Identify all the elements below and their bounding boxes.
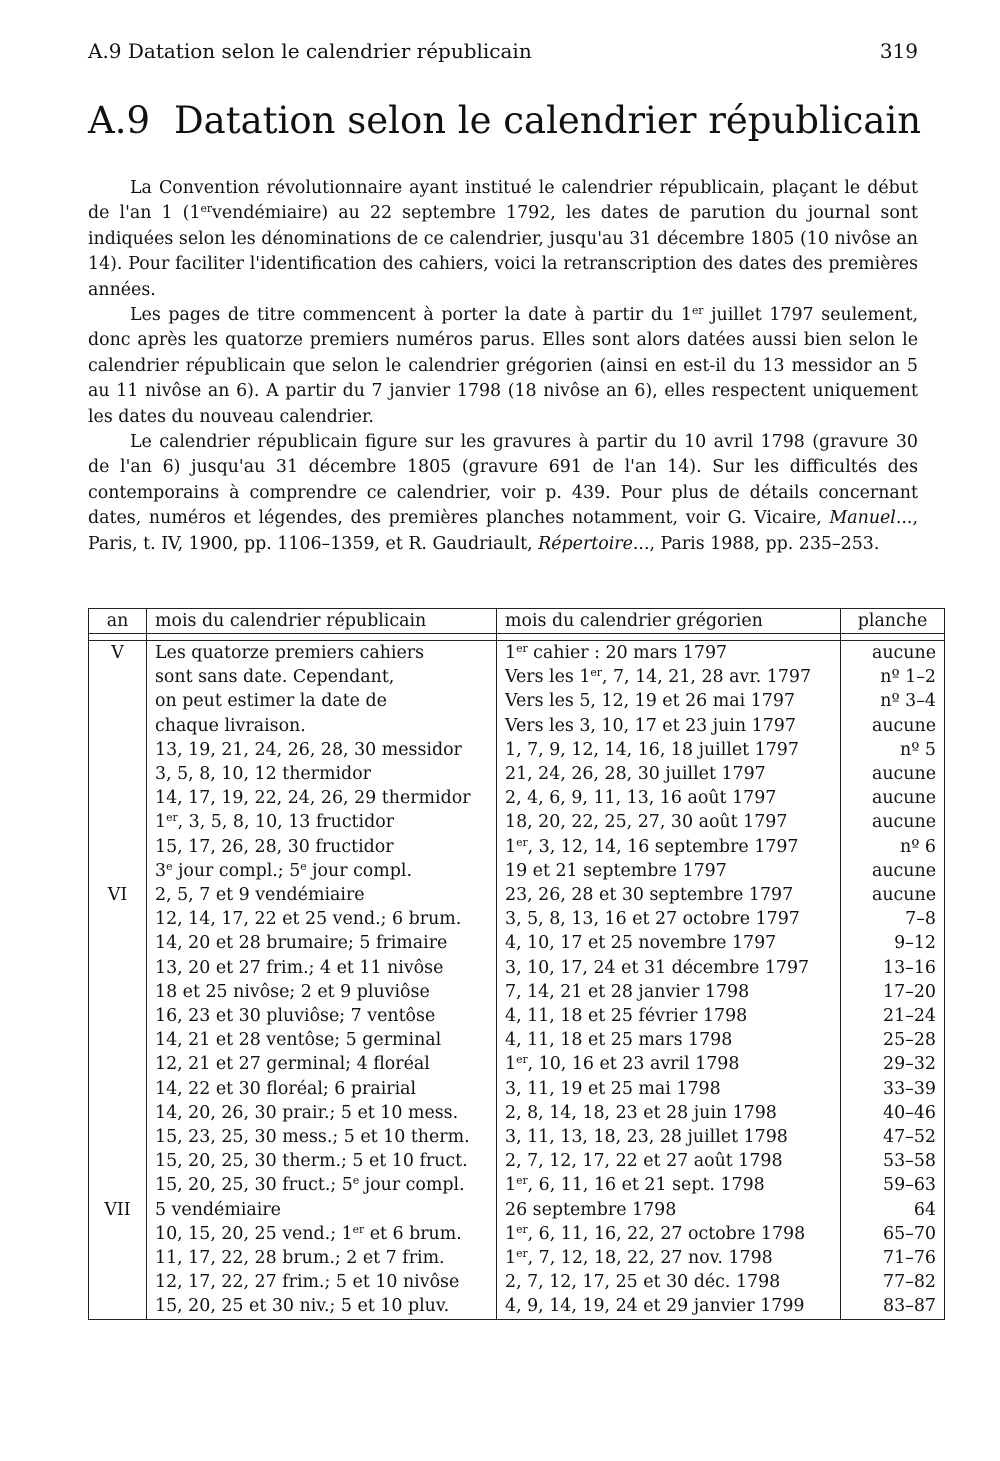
cell-planche: 71–76 [841,1246,945,1270]
cell-an [89,1149,147,1173]
cell-text: cahier : 20 mars 1797 [527,643,728,663]
cell-text: 4, 11, 18 et 25 mars 1798 [505,1030,733,1051]
table-row [89,810,945,834]
cell-an [89,786,147,810]
cell-gregorien [497,665,841,689]
paragraph-text: juillet 1797 seulement, donc après les quatorze premiers numéros parus. Elles sont alors datées aussi bien selon le calendrier républicain que selon le calendrier grégorien (ainsi en est-il du 13 messidor an 5 au 11 nivôse an 6). A partir du 7 janvier 1798 (18 nivôse an 6), elles respectent uniquement les dates du nouveau calendrier. [88,305,919,427]
cell-text: 2, 8, 14, 18, 23 et 28 juin 1798 [505,1102,777,1123]
cell-text: 23, 26, 28 et 30 septembre 1797 [505,885,794,906]
cell-gregorien [497,1004,841,1028]
table-row [89,1294,945,1319]
cell-planche: 77–82 [841,1270,945,1294]
cell-text: 14, 20, 26, 30 prair.; 5 et 10 mess. [155,1102,459,1123]
cell-gregorien [497,1077,841,1101]
paragraph [88,430,918,557]
paragraph-text: Les pages de titre commencent à porter la date à partir du 1 [130,305,692,326]
cell-republicain [147,1004,497,1028]
superscript: er [516,1222,528,1236]
paragraph-text: vendémiaire) au 22 septembre 1792, les dates de parution du journal sont indiquées selon les dénominations de ce calendrier, jusqu'au 31 décembre 1805 (10 nivôse an 14). Pour faciliter l'identification des cahiers, voici la retranscription des dates des premières années. [88,203,918,300]
cell-text: 13, 20 et 27 frim.; 4 et 11 nivôse [155,957,444,978]
cell-gregorien [497,980,841,1004]
cell-text: 3, 5, 8, 10, 12 thermidor [155,764,371,785]
table-row [89,931,945,955]
book-title: Manuel [829,508,896,529]
section-number: A.9 [88,99,151,142]
cell-text: 12, 14, 17, 22 et 25 vend.; 6 brum. [155,909,462,930]
cell-text: et 6 brum. [364,1223,462,1244]
cell-republicain [147,1052,497,1076]
cell-gregorien [497,689,841,713]
cell-an [89,689,147,713]
cell-text: jour compl.; 5 [172,860,301,881]
cell-republicain [147,738,497,762]
cell-republicain [147,1149,497,1173]
cell-an [89,762,147,786]
cell-text: 1 [505,1054,517,1075]
table-row [89,714,945,738]
cell-text: 18, 20, 22, 25, 27, 30 août 1797 [505,812,788,833]
cell-an: VI [89,883,147,907]
cell-planche: 53–58 [841,1149,945,1173]
book-title: Répertoire [538,533,633,554]
cell-text: Vers les 3, 10, 17 et 23 juin 1797 [505,715,796,736]
cell-text: 1 [505,1248,517,1269]
cell-text: , 7, 14, 21, 28 avr. 1797 [601,667,812,688]
cell-republicain [147,1222,497,1246]
table-row [89,786,945,810]
table-row [89,641,945,666]
cell-text: 18 et 25 nivôse; 2 et 9 pluviôse [155,981,430,1002]
concordance-table-wrapper [88,608,944,1320]
cell-gregorien [497,1246,841,1270]
cell-text: Vers les 1 [505,667,591,688]
cell-gregorien [497,1222,841,1246]
cell-planche: nº 3–4 [841,689,945,713]
cell-text: 3, 5, 8, 13, 16 et 27 octobre 1797 [505,909,800,930]
cell-republicain [147,1125,497,1149]
cell-text: 1 [505,1223,517,1244]
table-row [89,907,945,931]
cell-republicain [147,641,497,666]
cell-planche: aucune [841,883,945,907]
cell-gregorien [497,1149,841,1173]
cell-text: 5 vendémiaire [155,1199,281,1220]
cell-text: chaque livraison. [155,715,306,736]
table-row [89,1101,945,1125]
body-text [88,176,918,557]
cell-text: , 3, 5, 8, 10, 13 fructidor [177,812,395,833]
cell-text: 11, 17, 22, 28 brum.; 2 et 7 frim. [155,1248,445,1269]
cell-text: 26 septembre 1798 [505,1199,677,1220]
cell-text: 7, 14, 21 et 28 janvier 1798 [505,981,750,1002]
cell-gregorien [497,931,841,955]
superscript: er [166,811,178,825]
running-title: A.9 Datation selon le calendrier républicain [88,39,532,63]
cell-planche: 25–28 [841,1028,945,1052]
cell-an [89,907,147,931]
table-row [89,1198,945,1222]
table-row [89,883,945,907]
cell-text: , 6, 11, 16 et 21 sept. 1798 [527,1175,765,1196]
cell-text: 10, 15, 20, 25 vend.; 1 [155,1223,353,1244]
cell-text: 14, 17, 19, 22, 24, 26, 29 thermidor [155,788,471,809]
cell-an [89,956,147,980]
cell-an [89,835,147,859]
concordance-table [88,608,945,1320]
table-header-row [89,609,945,634]
cell-planche: 33–39 [841,1077,945,1101]
table-row [89,1028,945,1052]
cell-gregorien [497,1294,841,1319]
section-title [88,96,922,146]
cell-an [89,1077,147,1101]
cell-text: 4, 11, 18 et 25 février 1798 [505,1006,748,1027]
table-body [89,641,945,1320]
cell-planche: 9–12 [841,931,945,955]
cell-gregorien [497,738,841,762]
superscript: e [300,859,307,873]
superscript: er [516,835,528,849]
cell-gregorien [497,762,841,786]
cell-gregorien [497,1028,841,1052]
spacer-cell [147,634,497,641]
cell-republicain [147,980,497,1004]
cell-an [89,980,147,1004]
cell-text: jour compl. [359,1175,465,1196]
paragraph [88,176,918,303]
cell-gregorien [497,786,841,810]
header-gregorien: mois du calendrier grégorien [497,609,841,634]
cell-an [89,1052,147,1076]
table-row [89,1004,945,1028]
cell-republicain [147,907,497,931]
superscript: er [590,666,602,680]
cell-text: 15, 20, 25, 30 fruct.; 5 [155,1175,353,1196]
superscript: er [691,304,704,318]
cell-text: 2, 4, 6, 9, 11, 13, 16 août 1797 [505,788,777,809]
cell-text: 1 [505,643,517,663]
cell-text: 14, 21 et 28 ventôse; 5 germinal [155,1030,442,1051]
table-row [89,1125,945,1149]
table-row [89,835,945,859]
cell-text: 4, 10, 17 et 25 novembre 1797 [505,933,777,954]
cell-republicain [147,1270,497,1294]
cell-republicain [147,835,497,859]
superscript: er [516,1247,528,1261]
cell-gregorien [497,883,841,907]
cell-text: 14, 22 et 30 floréal; 6 prairial [155,1078,417,1099]
table-row [89,1246,945,1270]
cell-republicain [147,931,497,955]
table-row [89,1173,945,1197]
cell-an [89,1004,147,1028]
cell-republicain [147,714,497,738]
cell-an [89,665,147,689]
table-row [89,1149,945,1173]
cell-text: 2, 7, 12, 17, 25 et 30 déc. 1798 [505,1272,781,1293]
cell-planche: nº 1–2 [841,665,945,689]
cell-republicain [147,689,497,713]
superscript: er [516,1174,528,1188]
superscript: er [516,1053,528,1067]
cell-text: 3, 11, 13, 18, 23, 28 juillet 1798 [505,1127,788,1148]
cell-gregorien [497,810,841,834]
spacer-cell [841,634,945,641]
table-row [89,956,945,980]
cell-planche: aucune [841,786,945,810]
cell-planche: aucune [841,859,945,883]
cell-planche: nº 5 [841,738,945,762]
header-planche: planche [841,609,945,634]
cell-text: 21, 24, 26, 28, 30 juillet 1797 [505,764,766,785]
cell-text: 19 et 21 septembre 1797 [505,860,727,881]
cell-republicain [147,810,497,834]
cell-text: , 6, 11, 16, 22, 27 octobre 1798 [527,1223,806,1244]
superscript: e [352,1174,360,1188]
cell-gregorien [497,907,841,931]
cell-text: Vers les 5, 12, 19 et 26 mai 1797 [505,691,795,712]
cell-republicain [147,1028,497,1052]
cell-republicain [147,1077,497,1101]
cell-text: sont sans date. Cependant, [155,667,395,688]
cell-planche: 7–8 [841,907,945,931]
table-row [89,1270,945,1294]
cell-gregorien [497,1101,841,1125]
superscript: er [200,202,213,216]
cell-text: 12, 17, 22, 27 frim.; 5 et 10 nivôse [155,1272,460,1293]
superscript: er [516,642,528,656]
table-row [89,1077,945,1101]
cell-text: 14, 20 et 28 brumaire; 5 frimaire [155,933,448,954]
cell-republicain [147,1198,497,1222]
cell-text: 1 [155,812,167,833]
cell-an [89,1125,147,1149]
cell-gregorien [497,859,841,883]
cell-an [89,1246,147,1270]
cell-text: 15, 20, 25 et 30 niv.; 5 et 10 pluv. [155,1296,450,1317]
cell-an: VII [89,1198,147,1222]
cell-an [89,1101,147,1125]
cell-text: 3 [155,860,167,881]
cell-planche: 29–32 [841,1052,945,1076]
superscript: er [352,1222,365,1236]
cell-an [89,810,147,834]
paragraph-text: Le calendrier républicain figure sur les gravures à partir du 10 avril 1798 (gravure 30 de l'an 6) jusqu'au 31 décembre 1805 (gravure 691 de l'an 14). Sur les difficultés des contemporains à comprendre ce calendrier, voir p. 439. Pour plus de détails concernant dates, numéros et légendes, des premières planches notamment, voir G. Vicaire, [88,432,918,529]
spacer-cell [497,634,841,641]
cell-an [89,1294,147,1319]
cell-republicain [147,883,497,907]
superscript: e [166,859,173,873]
cell-text: 1 [505,1175,517,1196]
paragraph-text: ..., Paris 1988, pp. 235–253. [632,533,880,554]
cell-an [89,859,147,883]
section-title-text: Datation selon le calendrier républicain [174,99,922,142]
table-row [89,1052,945,1076]
cell-gregorien [497,1173,841,1197]
cell-text: jour compl. [306,860,412,881]
paragraph-text: La Convention révolutionnaire ayant institué le calendrier républicain, plaçant le début de l'an 1 (1 [88,178,918,224]
cell-republicain [147,956,497,980]
cell-text: 12, 21 et 27 germinal; 4 floréal [155,1054,430,1075]
cell-republicain [147,1173,497,1197]
cell-text: , 10, 16 et 23 avril 1798 [527,1054,740,1075]
cell-republicain [147,1246,497,1270]
cell-republicain [147,1294,497,1319]
cell-text: 15, 20, 25, 30 therm.; 5 et 10 fruct. [155,1151,468,1172]
cell-planche: 59–63 [841,1173,945,1197]
cell-gregorien [497,956,841,980]
cell-gregorien [497,1125,841,1149]
cell-text: 3, 11, 19 et 25 mai 1798 [505,1078,721,1099]
cell-text: 4, 9, 14, 19, 24 et 29 janvier 1799 [505,1296,805,1317]
cell-planche: aucune [841,810,945,834]
cell-republicain [147,665,497,689]
cell-planche: nº 6 [841,835,945,859]
cell-gregorien [497,714,841,738]
cell-planche: 65–70 [841,1222,945,1246]
cell-planche: 40–46 [841,1101,945,1125]
cell-an [89,714,147,738]
cell-planche: aucune [841,762,945,786]
cell-republicain [147,762,497,786]
cell-text: 13, 19, 21, 24, 26, 28, 30 messidor [155,739,462,760]
cell-text: 15, 17, 26, 28, 30 fructidor [155,836,394,857]
table-row [89,859,945,883]
cell-text: 3, 10, 17, 24 et 31 décembre 1797 [505,957,810,978]
cell-text: , 7, 12, 18, 22, 27 nov. 1798 [527,1248,773,1269]
cell-gregorien [497,641,841,666]
table-row [89,762,945,786]
table-row [89,689,945,713]
cell-text: Les quatorze premiers cahiers [155,643,424,663]
header-republicain: mois du calendrier républicain [147,609,497,634]
cell-planche: aucune [841,641,945,666]
cell-an [89,1028,147,1052]
table-row [89,738,945,762]
cell-text: 2, 7, 12, 17, 22 et 27 août 1798 [505,1151,783,1172]
cell-planche: 64 [841,1198,945,1222]
cell-republicain [147,786,497,810]
cell-an [89,1173,147,1197]
cell-planche: 13–16 [841,956,945,980]
cell-gregorien [497,1052,841,1076]
table-row [89,980,945,1004]
cell-planche: 17–20 [841,980,945,1004]
cell-an [89,931,147,955]
cell-text: 15, 23, 25, 30 mess.; 5 et 10 therm. [155,1127,470,1148]
paragraph [88,303,918,430]
cell-planche: 47–52 [841,1125,945,1149]
page-number: 319 [879,39,918,63]
cell-republicain [147,859,497,883]
cell-an [89,1222,147,1246]
cell-an [89,1270,147,1294]
cell-text: on peut estimer la date de [155,691,387,712]
cell-planche: 83–87 [841,1294,945,1319]
cell-gregorien [497,1198,841,1222]
table-row [89,665,945,689]
spacer-cell [89,634,147,641]
cell-an [89,738,147,762]
cell-gregorien [497,835,841,859]
cell-text: , 3, 12, 14, 16 septembre 1797 [527,836,799,857]
cell-republicain [147,1101,497,1125]
header-an: an [89,609,147,634]
paragraph-text: ..., Paris, t. IV, 1900, pp. 1106–1359, et R. Gaudriault, [88,508,918,554]
cell-text: 1, 7, 9, 12, 14, 16, 18 juillet 1797 [505,739,799,760]
cell-text: 1 [505,836,517,857]
cell-planche: 21–24 [841,1004,945,1028]
cell-text: 2, 5, 7 et 9 vendémiaire [155,885,365,906]
running-head [88,36,918,66]
cell-gregorien [497,1270,841,1294]
cell-an: V [89,641,147,666]
cell-text: 16, 23 et 30 pluviôse; 7 ventôse [155,1006,436,1027]
header-spacer [89,634,945,641]
table-row [89,1222,945,1246]
cell-planche: aucune [841,714,945,738]
